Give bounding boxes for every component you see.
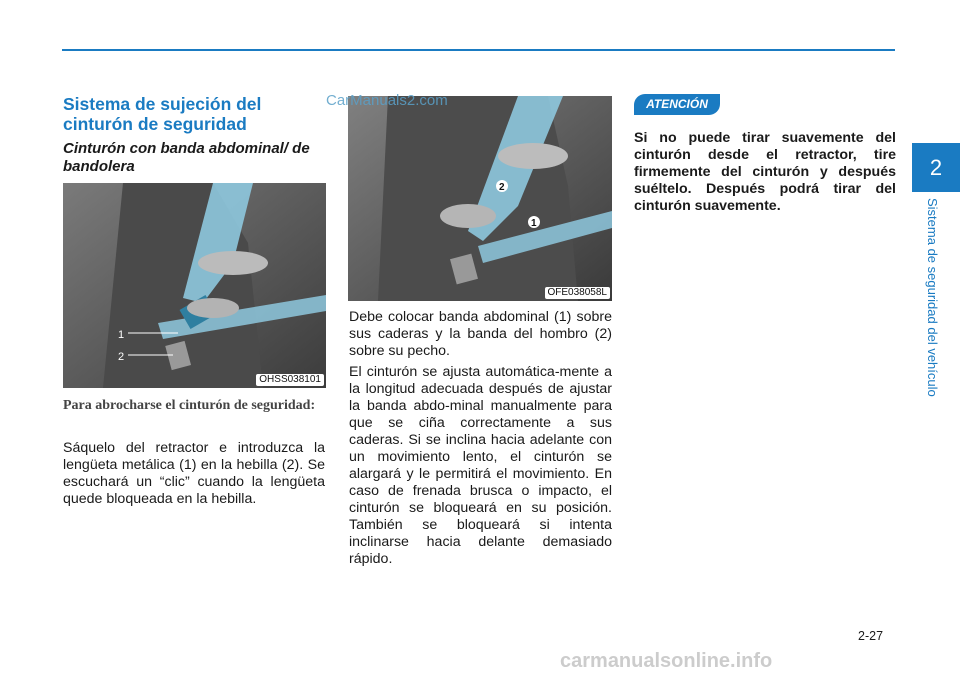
chapter-side-label-text: Sistema de seguridad del vehículo <box>925 198 940 397</box>
header-rule <box>62 49 895 51</box>
section-title: Sistema de sujeción del cinturón de seguridad <box>63 94 262 134</box>
callout-1: 1 <box>118 329 125 341</box>
watermark-link[interactable]: CarManuals2.com <box>326 92 448 109</box>
fastening-heading: Para abrocharse el cinturón de seguridad: <box>63 398 316 413</box>
chapter-tab[interactable] <box>912 143 960 192</box>
retractor-paragraph: El cinturón se ajusta automática-mente a la longitud adecuada después de ajustar la banda abdo-minal manualmente para que se ciña correctamente a sus caderas. Si se inclina hacia adelante con un movimiento lento, el cinturón se alargará y le permitirá el movimiento. En caso de frenada brusca o impacto, el cinturón se bloqueará en su posición. También se bloqueará si intenta inclinarse hacia delante demasiado rápido. <box>349 364 612 567</box>
seatbelt-fastening-illustration <box>63 183 326 388</box>
figure-code: OHSS038101 <box>256 374 324 386</box>
position-paragraph: Debe colocar banda abdominal (1) sobre sus caderas y la banda del hombro (2) sobre su pecho. <box>349 309 612 359</box>
caution-badge-label: ATENCIÓN <box>646 97 708 111</box>
callout-1: 1 <box>531 218 537 229</box>
footer-watermark[interactable]: carmanualsonline.info <box>560 650 773 672</box>
fastening-paragraph: Sáquelo del retractor e introduzca la lengüeta metálica (1) en la hebilla (2). Se escuchará un “clic” cuando la lengüeta quede bloqueada en la hebilla. <box>63 440 325 507</box>
figure-code: OFE038058L <box>545 287 611 299</box>
chapter-number: 2 <box>929 155 943 180</box>
caution-text: Si no puede tirar suavemente del cinturón desde el retractor, tire firmemente del cinturón y después suéltelo. Después podrá tirar del cinturón suavemente. <box>634 130 896 214</box>
subsection-title: Cinturón con banda abdominal/ de bandolera <box>63 140 310 175</box>
seatbelt-position-illustration <box>348 96 612 301</box>
chapter-side-label <box>924 198 940 418</box>
caution-badge <box>634 94 720 115</box>
callout-2: 2 <box>499 182 505 193</box>
callout-2: 2 <box>118 351 125 363</box>
page-number: 2-27 <box>858 629 884 643</box>
